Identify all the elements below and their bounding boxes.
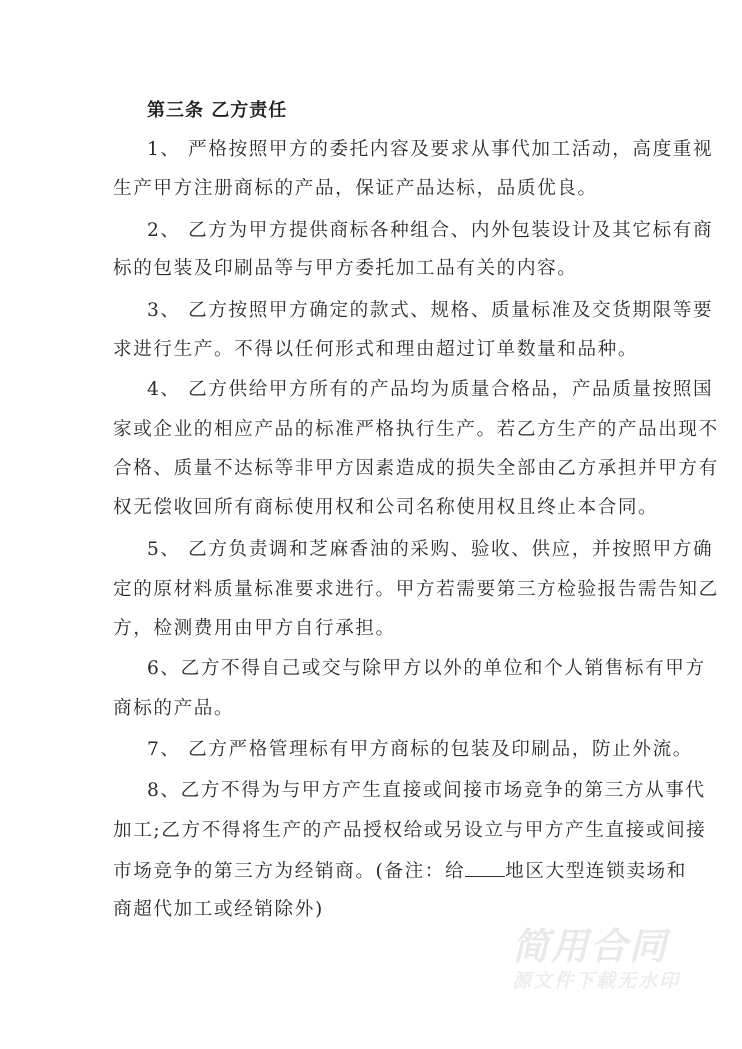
paragraph-8-line-3	[113, 858, 687, 882]
watermark-subtitle: 源文件下载无水印	[512, 970, 681, 992]
paragraph-8-line-1: 8、乙方不得为与甲方产生直接或间接市场竞争的第三方从事代	[147, 780, 706, 801]
fill-in-blank	[465, 858, 505, 877]
section-heading: 第三条 乙方责任	[147, 100, 288, 121]
paragraph-1-line-1: 1、 严格按照甲方的委托内容及要求从事代加工活动，高度重视	[147, 139, 714, 160]
paragraph-2-line-1: 2、 乙方为甲方提供商标各种组合、内外包装设计及其它标有商	[147, 220, 714, 241]
paragraph-3-line-1: 3、 乙方按照甲方确定的款式、规格、质量标准及交货期限等要	[147, 300, 714, 321]
paragraph-4-line-2: 家或企业的相应产品的标准严格执行生产。若乙方生产的产品出现不	[113, 419, 719, 440]
paragraph-4-line-1: 4、 乙方供给甲方所有的产品均为质量合格品，产品质量按照国	[147, 379, 714, 400]
paragraph-4-line-4: 权无偿收回所有商标使用权和公司名称使用权且终止本合同。	[113, 497, 659, 518]
paragraph-8-line-3-text-after: 地区大型连锁卖场和	[505, 861, 687, 882]
paragraph-8-line-2: 加工;乙方不得将生产的产品授权给或另设立与甲方产生直接或间接	[113, 820, 707, 841]
paragraph-6-line-2: 商标的产品。	[113, 698, 235, 719]
paragraph-3-line-2: 求进行生产。不得以任何形式和理由超过订单数量和品种。	[113, 339, 639, 360]
paragraph-4-line-3: 合格、质量不达标等非甲方因素造成的损失全部由乙方承担并甲方有	[113, 458, 719, 479]
watermark-title: 简用合同	[512, 925, 668, 968]
paragraph-7-line-1: 7、 乙方严格管理标有甲方商标的包装及印刷品，防止外流。	[147, 739, 693, 760]
paragraph-2-line-2: 标的包装及印刷品等与甲方委托加工品有关的内容。	[113, 258, 578, 279]
paragraph-6-line-1: 6、乙方不得自己或交与除甲方以外的单位和个人销售标有甲方	[147, 658, 706, 679]
paragraph-5-line-2: 定的原材料质量标准要求进行。甲方若需要第三方检验报告需告知乙	[113, 579, 719, 600]
paragraph-8-line-3-text: 市场竞争的第三方为经销商。(备注：给	[113, 861, 466, 882]
paragraph-1-line-2: 生产甲方注册商标的产品，保证产品达标，品质优良。	[113, 178, 598, 199]
paragraph-8-line-4: 商超代加工或经销除外)	[113, 899, 324, 920]
paragraph-5-line-1: 5、 乙方负责调和芝麻香油的采购、验收、供应，并按照甲方确	[147, 539, 714, 560]
paragraph-5-line-3: 方，检测费用由甲方自行承担。	[113, 618, 396, 639]
